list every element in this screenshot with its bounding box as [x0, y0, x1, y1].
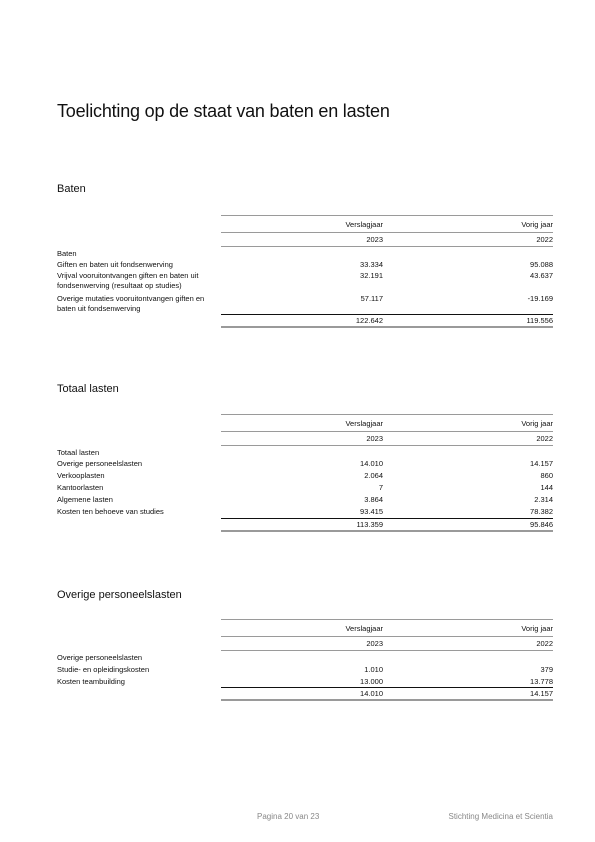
value-current: 57.117	[360, 294, 383, 303]
row-label: Kosten ten behoeve van studies	[57, 507, 164, 516]
divider	[221, 232, 553, 233]
column-year-current: 2023	[366, 235, 383, 244]
column-year-current: 2023	[366, 639, 383, 648]
value-current: 32.191	[360, 271, 383, 280]
divider	[221, 636, 553, 637]
divider	[221, 326, 553, 328]
divider	[221, 619, 553, 620]
value-current: 13.000	[360, 677, 383, 686]
row-label: Giften en baten uit fondsenwerving	[57, 260, 173, 269]
footer-page-number: Pagina 20 van 23	[257, 812, 320, 821]
total-current: 122.642	[355, 316, 383, 325]
value-previous: 13.778	[530, 677, 553, 686]
row-label: Overige personeelslasten	[57, 653, 143, 662]
value-previous: 78.382	[530, 507, 553, 516]
divider	[221, 687, 553, 688]
divider	[221, 414, 553, 415]
row-label: Baten	[57, 249, 77, 258]
row-label: Overige mutaties vooruitontvangen giften en baten uit fondsenwerving	[57, 294, 205, 313]
column-year-previous: 2022	[536, 434, 553, 443]
column-label-current: Verslagjaar	[345, 419, 383, 428]
section-title-lasten: Totaal lasten	[57, 383, 119, 395]
value-previous: 14.157	[530, 459, 553, 468]
row-label: Algemene lasten	[57, 495, 113, 504]
value-current: 3.864	[364, 495, 383, 504]
column-label-current: Verslagjaar	[345, 624, 383, 633]
divider	[221, 314, 553, 315]
divider	[221, 518, 553, 519]
footer-organization: Stichting Medicina et Scientia	[448, 812, 553, 821]
section-title-baten: Baten	[57, 183, 86, 195]
divider	[221, 215, 553, 216]
divider	[221, 445, 553, 446]
value-current: 93.415	[360, 507, 383, 516]
value-previous: 2.314	[534, 495, 553, 504]
column-year-current: 2023	[366, 434, 383, 443]
total-current: 14.010	[360, 689, 383, 698]
row-label: Verkooplasten	[57, 471, 105, 480]
row-label: Totaal lasten	[57, 448, 100, 457]
row-label: Vrijval vooruitontvangen giften en baten uit fondsenwerving (resultaat op studies)	[57, 271, 199, 290]
row-label: Overige personeelslasten	[57, 459, 143, 468]
column-year-previous: 2022	[536, 639, 553, 648]
total-previous: 119.556	[526, 316, 553, 325]
divider	[221, 530, 553, 532]
page-title: Toelichting op de staat van baten en lasten	[57, 101, 390, 121]
divider	[221, 650, 553, 651]
row-label: Studie- en opleidingskosten	[57, 665, 150, 674]
column-label-current: Verslagjaar	[345, 220, 383, 229]
row-label: Kantoorlasten	[57, 483, 104, 492]
column-label-previous: Vorig jaar	[521, 624, 553, 633]
value-previous: 144	[540, 483, 553, 492]
divider	[221, 246, 553, 247]
value-previous: 379	[540, 665, 553, 674]
value-previous: 95.088	[530, 260, 553, 269]
value-current: 33.334	[360, 260, 383, 269]
value-previous: 860	[540, 471, 553, 480]
value-current: 1.010	[364, 665, 383, 674]
total-previous: 14.157	[530, 689, 553, 698]
value-current: 14.010	[360, 459, 383, 468]
total-current: 113.359	[356, 520, 383, 529]
column-year-previous: 2022	[536, 235, 553, 244]
value-current: 2.064	[364, 471, 383, 480]
divider	[221, 699, 553, 701]
value-previous: 43.637	[530, 271, 553, 280]
column-label-previous: Vorig jaar	[521, 220, 553, 229]
column-label-previous: Vorig jaar	[521, 419, 553, 428]
divider	[221, 431, 553, 432]
value-current: 7	[378, 483, 383, 492]
row-label: Kosten teambuilding	[57, 677, 125, 686]
value-previous: -19.169	[527, 294, 553, 303]
section-title-personeel: Overige personeelslasten	[57, 589, 182, 601]
total-previous: 95.846	[530, 520, 553, 529]
